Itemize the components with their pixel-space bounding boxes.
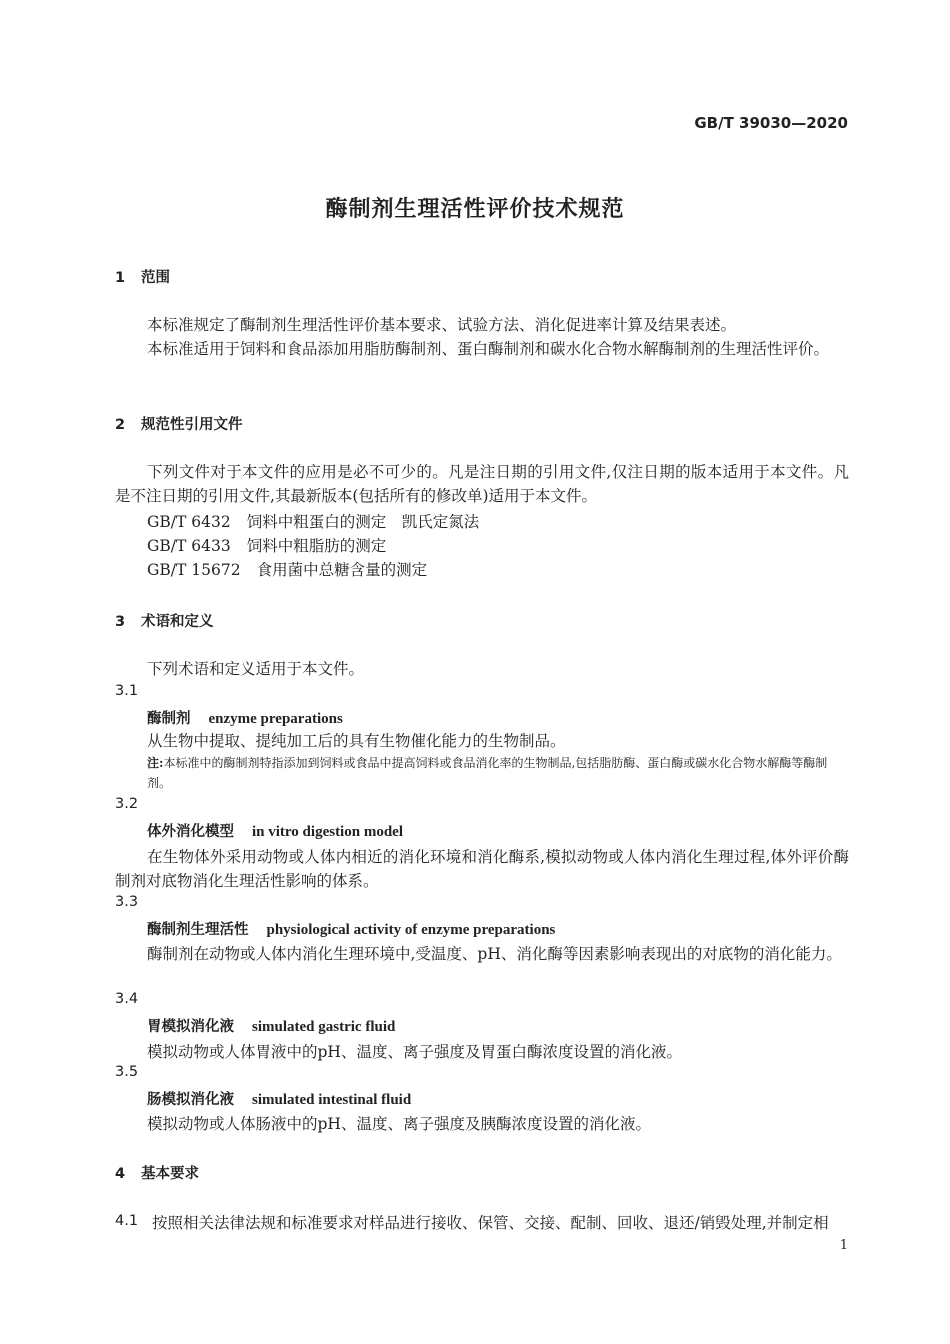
term-zh: 体外消化模型 xyxy=(147,824,234,840)
reference-code: GB/T 6433 xyxy=(147,537,231,555)
clause-text: 按照相关法律法规和标准要求对样品进行接收、保管、交接、配制、回收、退还/销毁处理,并制定相 xyxy=(152,1214,829,1232)
term-definition: 酶制剂在动物或人体内消化生理环境中,受温度、pH、消化酶等因素影响表现出的对底物的消化能力。 xyxy=(147,945,842,963)
standard-code: GB/T 39030—2020 xyxy=(694,114,848,132)
term-entry xyxy=(147,820,403,841)
section-title: 规范性引用文件 xyxy=(141,417,243,433)
reference-code: GB/T 15672 xyxy=(147,561,241,579)
clause-number: 3.5 xyxy=(115,1064,139,1080)
clause-number: 3.1 xyxy=(115,683,139,699)
section-title: 基本要求 xyxy=(141,1166,199,1182)
term-definition: 从生物中提取、提纯加工后的具有生物催化能力的生物制品。 xyxy=(147,732,566,750)
term-entry xyxy=(147,918,555,939)
term-zh: 酶制剂生理活性 xyxy=(147,922,249,938)
reference-title: 饲料中粗蛋白的测定 凯氏定氮法 xyxy=(246,513,480,531)
term-entry xyxy=(147,707,343,728)
term-en: in vitro digestion model xyxy=(252,824,403,840)
term-en: physiological activity of enzyme preparations xyxy=(266,922,556,938)
term-entry xyxy=(147,1015,395,1036)
term-zh: 胃模拟消化液 xyxy=(147,1019,234,1035)
term-zh: 肠模拟消化液 xyxy=(147,1092,234,1108)
section-title: 范围 xyxy=(141,270,170,286)
reference-title: 饲料中粗脂肪的测定 xyxy=(246,537,387,555)
reference-title: 食用菌中总糖含量的测定 xyxy=(256,561,428,579)
paragraph: 本标准规定了酶制剂生理活性评价基本要求、试验方法、消化促进率计算及结果表述。 xyxy=(147,316,737,334)
term-zh: 酶制剂 xyxy=(147,711,191,727)
term-entry xyxy=(147,1088,411,1109)
paragraph: 下列文件对于本文件的应用是必不可少的。凡是注日期的引用文件,仅注日期的版本适用于本文件。凡是不注日期的引用文件,其最新版本(包括所有的修改单)适用于本文件。 xyxy=(115,463,849,505)
section-4-heading xyxy=(115,1162,199,1183)
note-label: 注: xyxy=(147,756,164,770)
paragraph: 本标准适用于饲料和食品添加用脂肪酶制剂、蛋白酶制剂和碳水化合物水解酶制剂的生理活性评价。 xyxy=(147,340,830,358)
normative-reference xyxy=(147,534,386,556)
section-number: 4 xyxy=(115,1166,126,1182)
note-text: 本标准中的酶制剂特指添加到饲料或食品中提高饲料或食品消化率的生物制品,包括脂肪酶、蛋白酶或碳水化合物水解酶等酶制剂。 xyxy=(147,756,828,790)
section-title: 术语和定义 xyxy=(141,614,214,630)
term-en: simulated intestinal fluid xyxy=(252,1092,412,1108)
reference-code: GB/T 6432 xyxy=(147,513,231,531)
term-en: enzyme preparations xyxy=(208,711,343,727)
section-1-heading xyxy=(115,266,170,287)
section-number: 2 xyxy=(115,417,126,433)
clause-number: 3.4 xyxy=(115,991,139,1007)
page-number: 1 xyxy=(839,1238,848,1253)
term-definition: 模拟动物或人体肠液中的pH、温度、离子强度及胰酶浓度设置的消化液。 xyxy=(147,1115,651,1133)
term-definition: 在生物体外采用动物或人体内相近的消化环境和消化酶系,模拟动物或人体内消化生理过程,体外评价酶制剂对底物消化生理活性影响的体系。 xyxy=(115,848,849,890)
paragraph: 下列术语和定义适用于本文件。 xyxy=(147,660,365,678)
section-number: 1 xyxy=(115,270,126,286)
document-title: 酶制剂生理活性评价技术规范 xyxy=(325,197,625,222)
section-number: 3 xyxy=(115,614,126,630)
term-definition: 模拟动物或人体胃液中的pH、温度、离子强度及胃蛋白酶浓度设置的消化液。 xyxy=(147,1043,682,1061)
clause-number: 3.3 xyxy=(115,894,139,910)
normative-reference xyxy=(147,558,427,580)
section-2-heading xyxy=(115,413,243,434)
clause-number: 4.1 xyxy=(115,1213,139,1229)
section-3-heading xyxy=(115,610,214,631)
clause-number: 3.2 xyxy=(115,796,139,812)
normative-reference xyxy=(147,510,479,532)
term-note xyxy=(147,753,849,793)
term-en: simulated gastric fluid xyxy=(252,1019,396,1035)
